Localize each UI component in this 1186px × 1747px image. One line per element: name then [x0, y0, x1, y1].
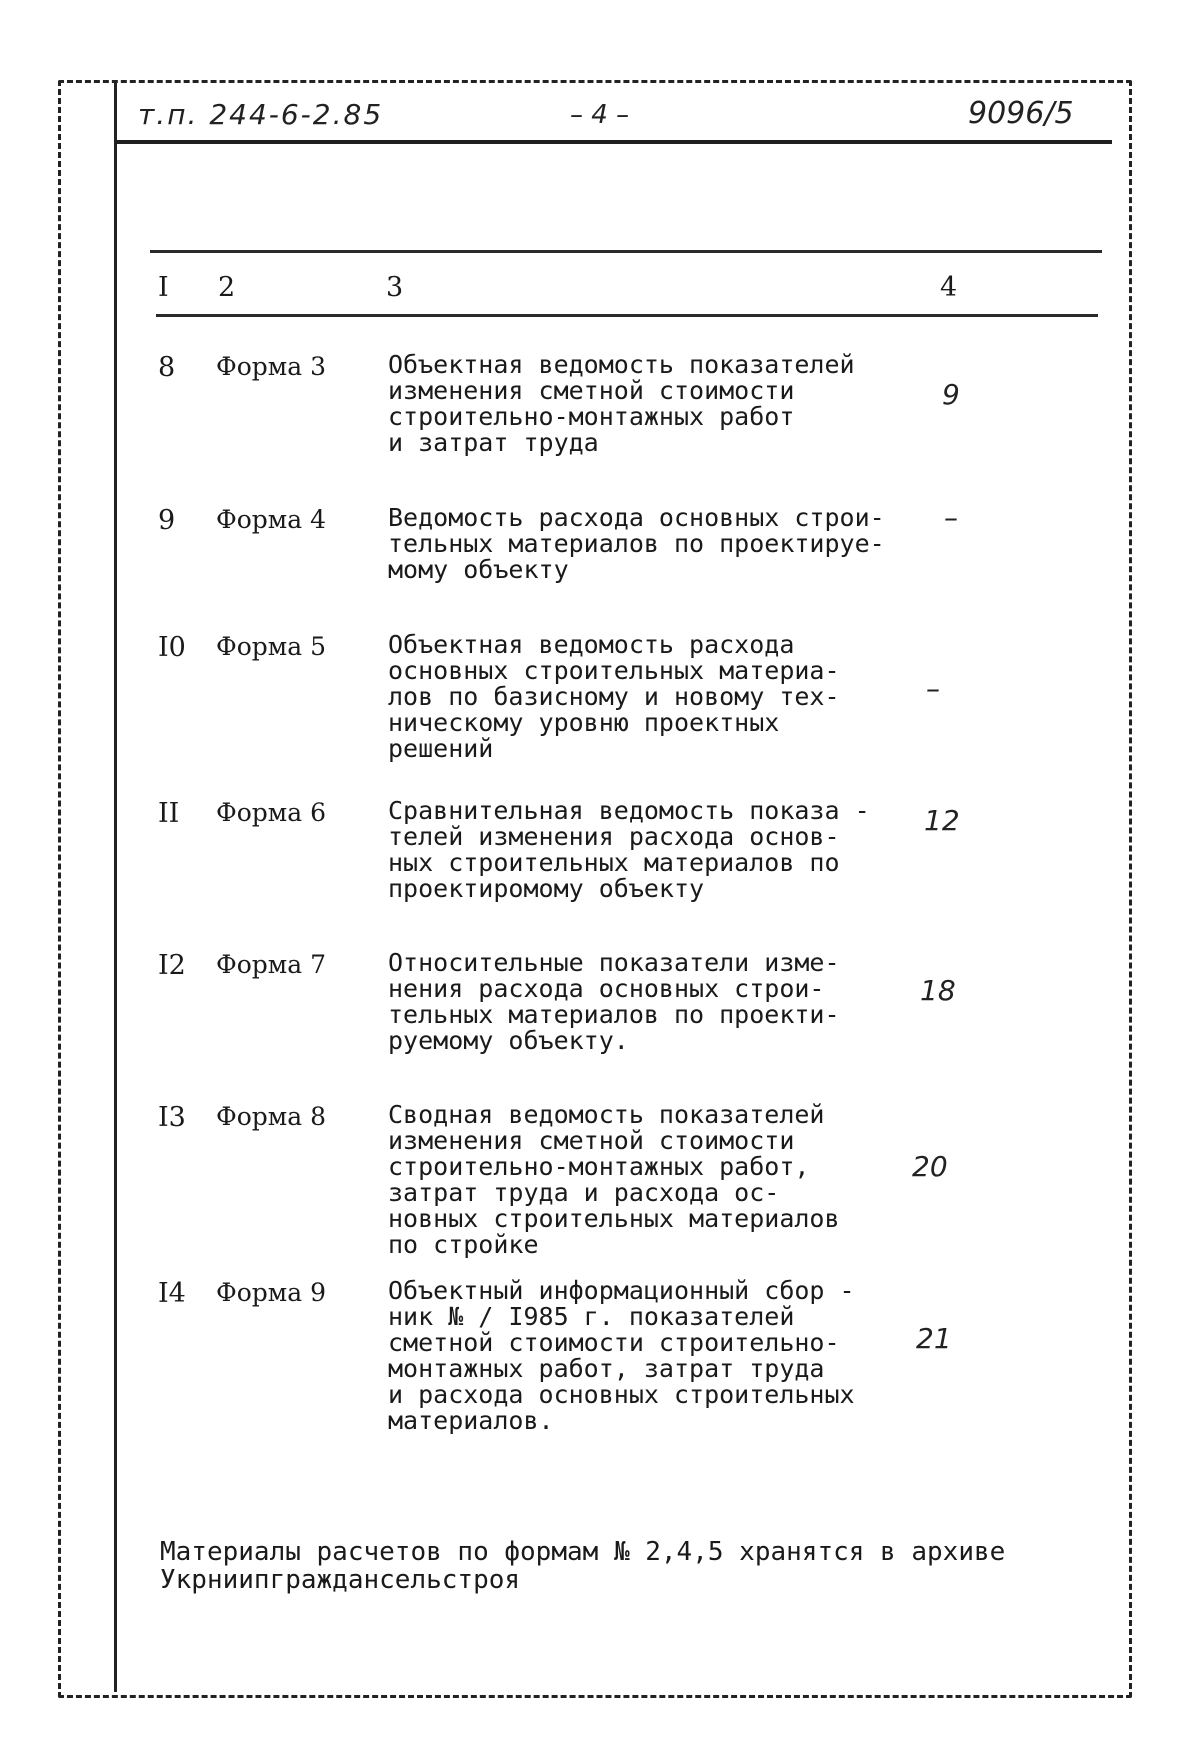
- row-number: I2: [158, 950, 186, 981]
- sheet-reference: 9096/5: [968, 96, 1074, 131]
- row-description: Ведомость расхода основных строи- тельных материалов по проектируе- мому объекту: [388, 503, 885, 584]
- row-form: Форма 8: [216, 1102, 327, 1131]
- column-header-3: 3: [386, 272, 404, 303]
- column-header-1: I: [158, 272, 169, 303]
- row-page: –: [926, 672, 940, 705]
- row-form: Форма 3: [216, 352, 327, 381]
- row-description: Объектная ведомость показателей изменения сметной стоимости строительно-монтажных работ и затрат труда: [388, 350, 855, 457]
- row-description: Сводная ведомость показателей изменения сметной стоимости строительно-монтажных работ, затрат труда и расхода ос- новных строительных материалов по стройке: [388, 1100, 840, 1259]
- row-description: Объектный информационный сбор - ник № / I985 г. показателей сметной стоимости строительно- монтажных работ, затрат труда и расхода основных строительных материалов.: [388, 1276, 855, 1435]
- row-form: Форма 6: [216, 798, 327, 827]
- row-number: I0: [158, 632, 186, 663]
- row-page: 21: [916, 1322, 952, 1355]
- footnote: Материалы расчетов по формам № 2,4,5 хранятся в архиве Укрниипгражданcельстроя: [160, 1537, 1006, 1595]
- row-page: 12: [924, 804, 960, 837]
- row-number: II: [158, 798, 180, 829]
- row-page: 20: [912, 1150, 948, 1183]
- row-form: Форма 9: [216, 1278, 327, 1307]
- column-header-2: 2: [218, 272, 236, 303]
- table-top-rule: [150, 250, 1102, 253]
- row-number: I3: [158, 1102, 186, 1133]
- binding-margin-line: [114, 80, 117, 1692]
- table-header-rule: [156, 314, 1098, 317]
- row-page: 9: [942, 378, 960, 411]
- document-code: т.п. 244-6-2.85: [138, 98, 384, 131]
- row-form: Форма 4: [216, 505, 327, 534]
- row-description: Сравнительная ведомость показа - телей изменения расхода основ- ных строительных материалов по проектиромому объекту: [388, 796, 870, 903]
- column-header-4: 4: [940, 272, 958, 303]
- row-number: I4: [158, 1278, 186, 1309]
- header-rule: [114, 140, 1112, 144]
- row-page: –: [944, 501, 958, 534]
- row-page: 18: [920, 974, 956, 1007]
- row-description: Объектная ведомость расхода основных строительных материа- лов по базисному и новому тех- ническому уровню проектных решений: [388, 630, 840, 763]
- row-number: 8: [158, 352, 176, 383]
- row-form: Форма 5: [216, 632, 327, 661]
- row-form: Форма 7: [216, 950, 327, 979]
- row-description: Относительные показатели изме- нения расхода основных строи- тельных материалов по проекти- руемому объекту.: [388, 948, 840, 1055]
- row-number: 9: [158, 505, 176, 536]
- page-number: – 4 –: [570, 100, 630, 130]
